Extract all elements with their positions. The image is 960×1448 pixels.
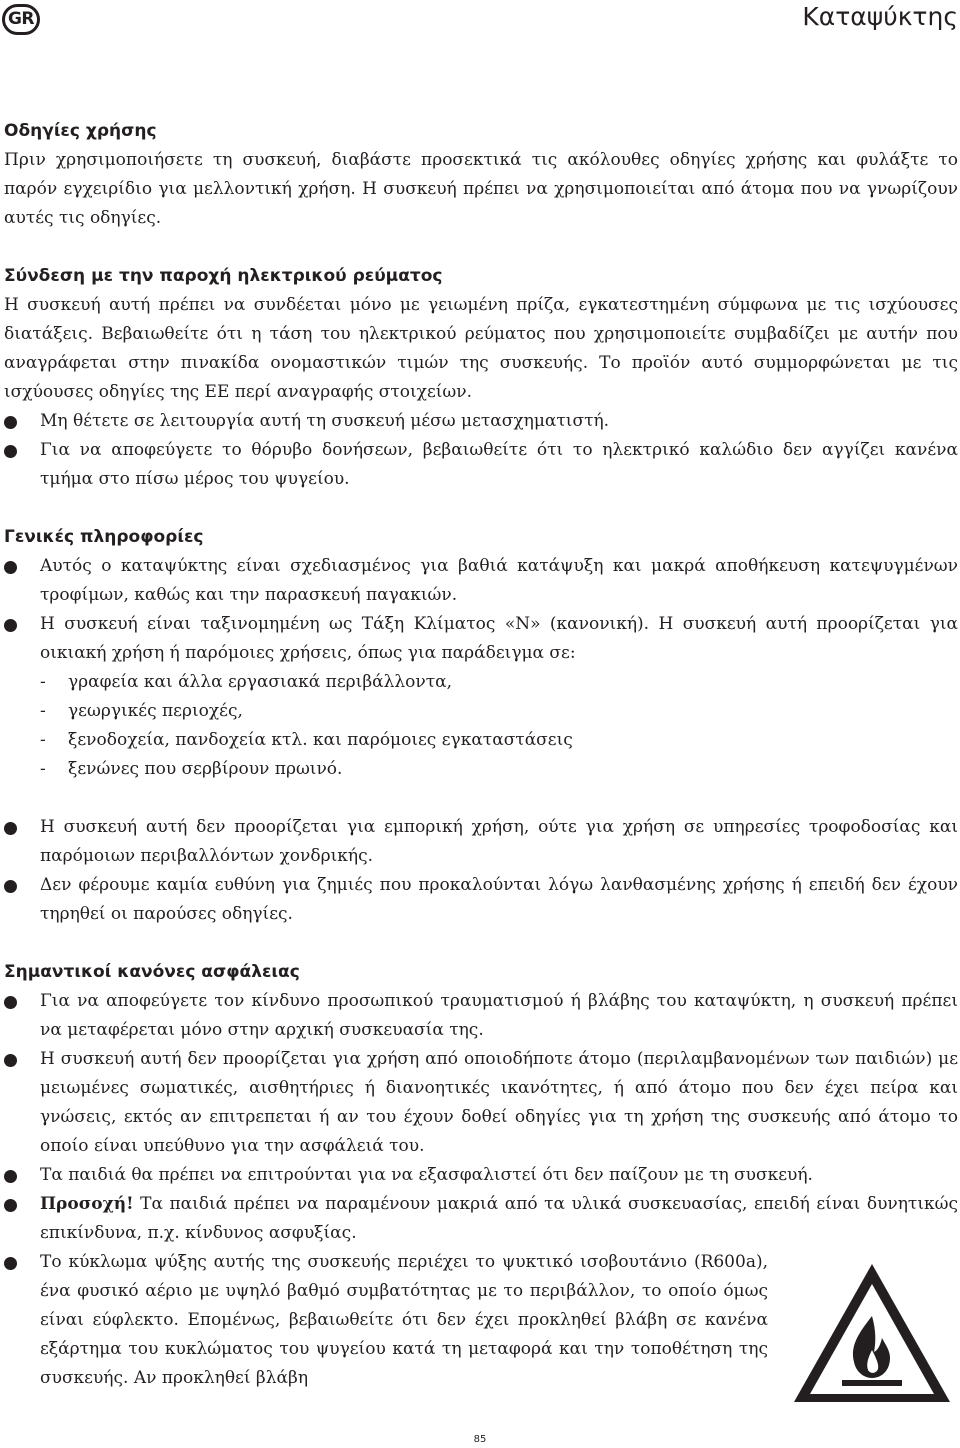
language-badge: GR xyxy=(2,4,40,35)
usage-text: Πριν χρησιμοποιήσετε τη συσκευή, διαβάστε προσεκτικά τις ακόλουθες οδηγίες χρήσης και φυλάξτε το παρόν εγχειρίδιο για μελλοντική χρήση. Η συσκευή πρέπει να χρησιμοποιείται από άτομα που να γνωρίζουν αυτές τις οδηγίες. xyxy=(4,150,958,228)
bullet-icon xyxy=(4,445,17,458)
bullet-icon xyxy=(4,996,17,1009)
bullet-text: Η συσκευή αυτή δεν προορίζεται για εμπορική χρήση, ούτε για χρήση σε υπηρεσίες τροφοδοσίας και παρόμοιων περιβαλλόντων χονδρικής. xyxy=(40,817,958,866)
bullet-icon xyxy=(4,822,17,835)
bullet-icon xyxy=(4,561,17,574)
list-item-text: γεωργικές περιοχές, xyxy=(68,701,243,721)
bullet-icon xyxy=(4,1170,17,1183)
spacer xyxy=(4,784,958,813)
safety-bullet xyxy=(4,987,958,1045)
bullet-icon xyxy=(4,619,17,632)
bullet-text: Δεν φέρουμε καμία ευθύνη για ζημιές που προκαλούνται λόγω λανθασμένης χρήσης ή επειδή δεν έχουν τηρηθεί οι παρούσες οδηγίες. xyxy=(40,875,958,924)
page-title: Καταψύκτης xyxy=(802,2,958,31)
dash-icon: - xyxy=(40,759,46,779)
usage-places-list xyxy=(4,668,958,784)
bullet-icon xyxy=(4,1054,17,1067)
bullet-text: Τα παιδιά πρέπει να παραμένουν μακριά από τα υλικά συσκευασίας, επειδή είναι δυνητικώς επικίνδυνα, π.χ. κίνδυνος ασφυξίας. xyxy=(40,1194,959,1243)
dash-icon: - xyxy=(40,730,46,750)
power-heading: Σύνδεση με την παροχή ηλεκτρικού ρεύματος xyxy=(4,266,443,286)
list-item-text: γραφεία και άλλα εργασιακά περιβάλλοντα, xyxy=(68,672,453,692)
usage-heading: Οδηγίες χρήσης xyxy=(4,121,157,141)
power-section xyxy=(4,262,958,494)
bullet-icon xyxy=(4,880,17,893)
list-item-text: ξενοδοχεία, πανδοχεία κτλ. και παρόμοιες εγκαταστάσεις xyxy=(68,730,573,750)
general-heading: Γενικές πληροφορίες xyxy=(4,527,204,547)
flammable-warning-icon xyxy=(788,1258,956,1408)
bullet-icon xyxy=(4,416,17,429)
bullet-text: Για να αποφεύγετε τον κίνδυνο προσωπικού τραυματισμού ή βλάβης του καταψύκτη, η συσκευή πρέπει να μεταφέρεται μόνο στην αρχική συσκευασία της. xyxy=(40,991,958,1040)
page-number: 85 xyxy=(473,1434,487,1445)
bullet-icon xyxy=(4,1257,17,1270)
dash-icon: - xyxy=(40,672,46,692)
power-text: Η συσκευή αυτή πρέπει να συνδέεται μόνο με γειωμένη πρίζα, εγκατεστημένη σύμφωνα με τις ισχύουσες διατάξεις. Βεβαιωθείτε ότι η τάση του ηλεκτρικού ρεύματος που χρησιμοποιείτε συμβαδίζει με αυτήν που αναγράφεται στην πινακίδα ονομαστικών τιμών της συσκευής. Το προϊόν αυτό συμμορφώνεται με τις ισχύουσες οδηγίες της ΕΕ περί αναγραφής στοιχείων. xyxy=(4,295,958,402)
safety-bullet xyxy=(4,1161,958,1190)
warning-label: Προσοχή! xyxy=(40,1194,134,1214)
dash-icon: - xyxy=(40,701,46,721)
general-section xyxy=(4,523,958,929)
document-body xyxy=(4,117,958,1422)
safety-bullet xyxy=(4,1190,958,1248)
safety-heading: Σημαντικοί κανόνες ασφάλειας xyxy=(4,962,300,982)
list-item xyxy=(4,668,958,697)
power-bullet xyxy=(4,407,958,436)
list-item xyxy=(4,726,958,755)
usage-section xyxy=(4,117,958,233)
bullet-text: Μη θέτετε σε λειτουργία αυτή τη συσκευή μέσω μετασχηματιστή. xyxy=(40,411,610,431)
list-item xyxy=(4,755,958,784)
bullet-text: Για να αποφεύγετε το θόρυβο δονήσεων, βεβαιωθείτε ότι το ηλεκτρικό καλώδιο δεν αγγίζει κανένα τμήμα στο πίσω μέρος του ψυγείου. xyxy=(40,440,958,489)
bullet-text: Η συσκευή αυτή δεν προορίζεται για χρήση από οποιοδήποτε άτομο (περιλαμβανομένων των παιδιών) με μειωμένες σωματικές, αισθητήριες ή διανοητικές ικανότητες, ή από άτομο που δεν έχει πείρα και γνώσεις, εκτός αν επιτρεπεται ή αν του έχουν δοθεί οδηγίες για τη χρήση της συσκευής από άτομο το οποίο είναι υπεύθυνο για την ασφάλειά του. xyxy=(40,1049,958,1156)
power-bullet xyxy=(4,436,958,494)
bullet-icon xyxy=(4,1199,17,1212)
safety-bullet xyxy=(4,1045,958,1161)
general-bullet xyxy=(4,610,958,668)
bullet-text: Τα παιδιά θα πρέπει να επιτρούνται για να εξασφαλιστεί ότι δεν παίζουν με τη συσκευή. xyxy=(40,1165,813,1185)
general-bullet xyxy=(4,813,958,871)
bullet-text: Η συσκευή είναι ταξινομημένη ως Τάξη Κλίματος «N» (κανονική). Η συσκευή αυτή προορίζεται για οικιακή χρήση ή παρόμοιες χρήσεις, όπως για παράδειγμα σε: xyxy=(40,614,958,663)
list-item xyxy=(4,697,958,726)
list-item-text: ξενώνες που σερβίρουν πρωινό. xyxy=(68,759,343,779)
bullet-text: Αυτός ο καταψύκτης είναι σχεδιασμένος για βαθιά κατάψυξη και μακρά αποθήκευση κατεψυγμένων τροφίμων, καθώς και την παρασκευή παγακιών. xyxy=(40,556,958,605)
general-bullet xyxy=(4,552,958,610)
bullet-text: Το κύκλωμα ψύξης αυτής της συσκευής περιέχει το ψυκτικό ισοβουτάνιο (R600a), ένα φυσικό αέριο με υψηλό βαθμό συμβατότητας με το περιβάλλον, το οποίο όμως είναι εύφλεκτο. Επομένως, βεβαιωθείτε ότι δεν έχει προκληθεί βλάβη σε κανένα εξάρτημα του κυκλώματος του ψυγείου κατά τη μεταφορά και την τοποθέτηση της συσκευής. Αν προκληθεί βλάβη xyxy=(40,1252,768,1388)
general-bullet xyxy=(4,871,958,929)
